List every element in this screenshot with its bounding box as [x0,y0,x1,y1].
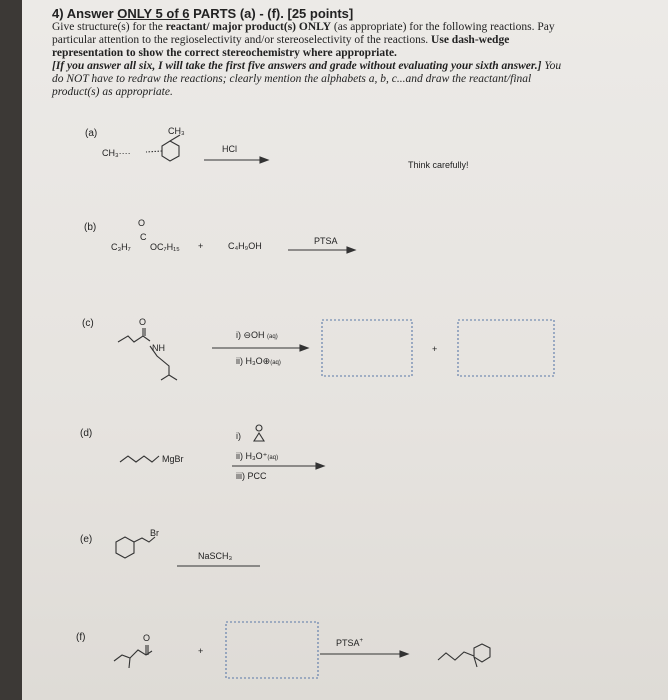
epoxide-d [254,425,264,441]
carbonyl-c-b: C [140,232,147,242]
instr-1c: (as appropriate) for the following reactions. Pay [331,21,555,33]
part-label-e: (e) [80,534,93,545]
reagent-f-text: PTSA [336,638,360,648]
arrow-head-d [316,463,324,469]
reagent-e: NaSCH₃ [198,551,233,561]
reagent1-c [236,330,278,341]
instruction-line-6: product(s) as appropriate. [52,86,173,98]
note-a: Think carefully! [408,160,469,170]
instr-2b: Use dash-wedge [428,34,510,46]
instr-4b: You [541,60,562,72]
amide-skeleton-c [118,328,177,380]
carbonyl-o-c: O [139,317,147,327]
title-suffix: PARTS (a) - (f). [25 points] [189,6,354,21]
reagent-b: PTSA [314,236,338,246]
reagent1-c-sub: (aq) [267,334,278,340]
part-label-a: (a) [85,128,98,139]
answer-box-f[interactable] [226,622,318,678]
plus-f: + [198,646,204,656]
instr-2a: particular attention to the regioselectivity and/or stereoselectivity of the reactions. [52,34,429,46]
reagent2-d [236,451,278,462]
part-label-f: (f) [76,632,86,643]
cyclohexane-ring-a [146,135,180,161]
arrow-head-f [400,651,408,657]
reagent1-c-text: i) ⊖OH [236,330,268,340]
answer-box-c1[interactable] [322,320,412,376]
answer-box-c2[interactable] [458,320,554,376]
reagent-a: HCl [222,144,237,154]
instr-1b: reactant/ major product(s) ONLY [165,21,332,33]
carbonyl-o-b: O [138,218,146,228]
instr-4a: [If you answer all six, I will take the first five answers and grade without evaluating your sixth answer.] [52,60,542,72]
arrow-head-b [347,247,355,253]
ester-group-b: OC₇H₁₅ [150,242,180,252]
title-prefix: 4) Answer [52,6,118,21]
ketal-product-f [438,644,490,667]
plus-c: + [432,344,438,354]
mgbr-d: MgBr [162,454,184,464]
cyclohexyl-bromide-e [116,537,155,558]
carbonyl-o-f: O [143,633,151,643]
instr-1a: Give structure(s) for the [52,21,166,33]
worksheet-page [22,0,668,700]
alkyl-chain-d [120,456,159,462]
part-label-b: (b) [84,222,97,233]
reagent-f [336,638,363,648]
arrow-head-a [260,157,268,163]
title-underlined: ONLY 5 of 6 [117,6,190,21]
reagent-f-sup: + [359,638,364,644]
plus-b: + [198,241,204,251]
reaction-drawings [22,0,668,700]
br-e: Br [150,528,159,538]
ch3-top-a: CH₃ [168,126,185,136]
reagent2-c [236,356,281,367]
instruction-line-5: do NOT have to redraw the reactions; clearly mention the alphabets a, b, c...and draw the reactant/final [52,73,532,85]
propyl-b: C₃H₇ [111,242,131,252]
instruction-line-3: representation to show the correct stereochemistry where appropriate. [52,47,397,59]
arrow-head-c [300,345,308,351]
reagent3-d: iii) PCC [236,471,267,481]
reagent1-d: i) [236,431,241,441]
part-label-c: (c) [82,318,94,329]
butanol-b: C₄H₉OH [228,241,262,251]
nh-c: NH [152,343,165,353]
reagent2-d-sub: (aq) [267,455,279,461]
reagent2-c-sub: (aq) [270,360,281,366]
part-label-d: (d) [80,428,93,439]
reagent2-c-text: ii) H₃O⊕ [236,356,271,366]
ketone-f [114,645,152,668]
reagent2-d-text: ii) H₃O⁺ [236,451,268,461]
ch3-left-a: CH₃···· [102,148,131,158]
